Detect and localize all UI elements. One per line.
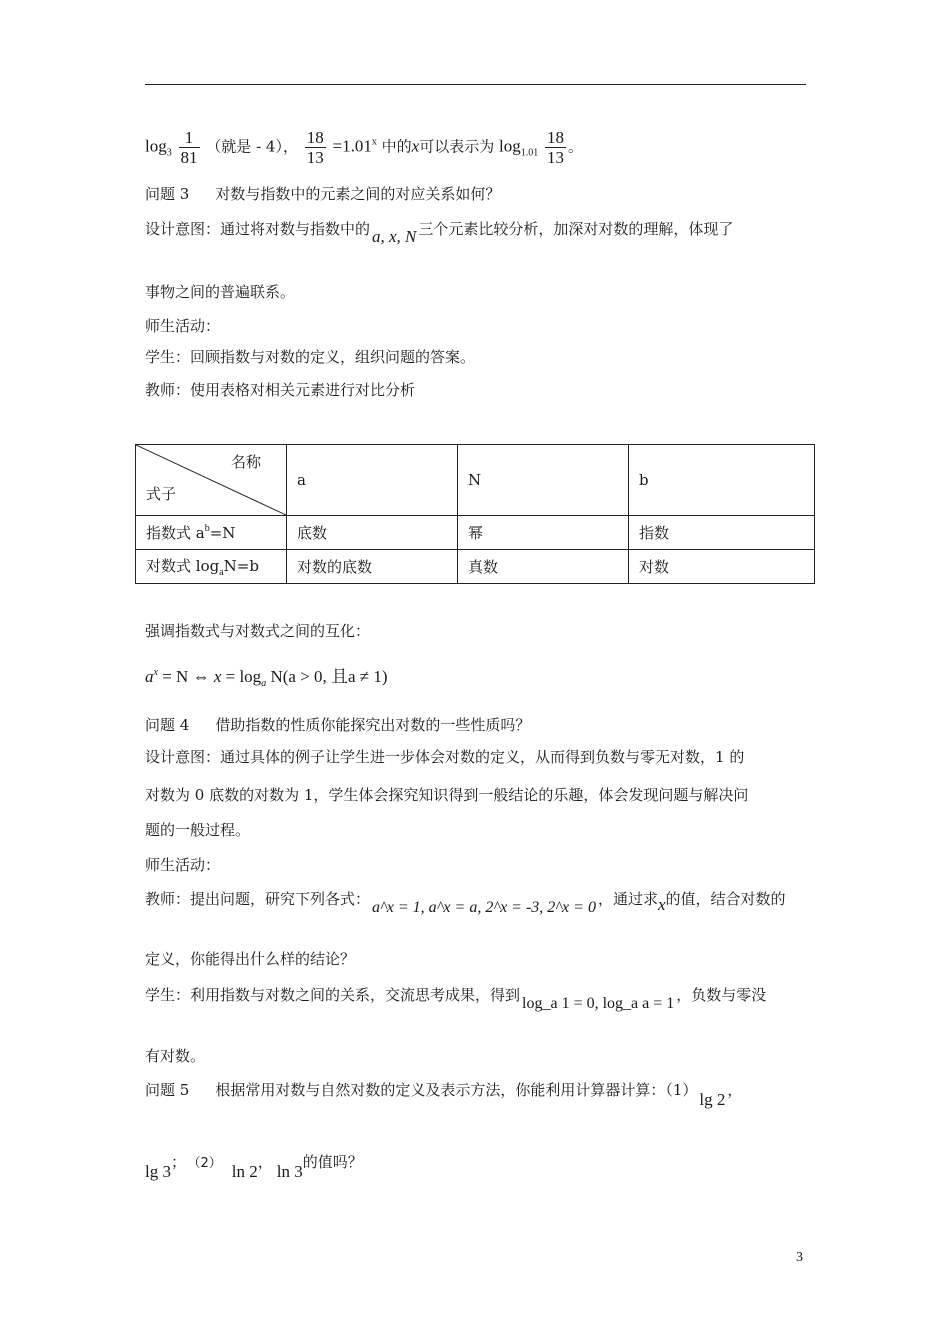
question-3-text: 对数与指数中的元素之间的对应关系如何？ [215,185,501,203]
note-text: （就是 - 4）， [206,137,298,156]
page-number: 3 [796,1250,803,1265]
header-n: N [458,445,629,516]
formula-lg3: lg 3 [145,1162,171,1181]
student-3: 学生：回顾指数与对数的定义，组织问题的答案。 [145,348,476,366]
formula-ln3: ln 3 [276,1162,303,1181]
table-row [136,550,815,584]
activity-heading-4: 师生活动： [145,856,221,874]
emphasis-text: 强调指数式与对数式之间的互化： [145,622,371,640]
corner-label-formula: 式子 [146,485,177,503]
design-intent-4-line-1: 设计意图：通过具体的例子让学生进一步体会对数的定义，从而得到负数与零无对数，1 的 [145,748,745,766]
question-4-label: 问题 4 [145,716,190,734]
question-3-label: 问题 3 [145,185,190,203]
question-5 [145,1080,743,1109]
design-intent-3-continued: 事物之间的普遍联系。 [145,283,296,301]
teacher-4-mid: ，通过求 [597,890,658,908]
log-base: 3 [166,147,172,159]
formula-lg2: lg 2 [699,1090,726,1109]
table-cell: 指数 [629,516,815,550]
mid-text: 中的 [381,137,412,156]
row-label-exponential: 指数式 $a^b=N$ [136,516,287,550]
header-rule [145,84,806,85]
table-cell: 真数 [458,550,629,584]
header-b: b [629,445,815,516]
question-3 [145,184,500,204]
semicolon: ； [170,1153,186,1171]
exponent-x: x [371,136,377,148]
conversion-formula [145,663,388,694]
design-intent-4-line-2: 对数为 0 底数的对数为 1，学生体会探究知识得到一般结论的乐趣，体会发现问题与解决问 [145,786,749,804]
tail-text: 可以表示为 [419,137,495,156]
student-4 [145,985,767,1012]
part-2-label: （2） [194,1156,222,1171]
formula-log: = log [221,667,262,686]
formula-log-base: a [261,678,267,689]
equation-text: =1.01 [332,136,372,156]
student-4-continued: 有对数。 [145,1047,206,1065]
question-5-tail: 的值吗？ [302,1153,363,1171]
activity-heading-3: 师生活动： [145,317,221,335]
teacher-4-continued: 定义，你能得出什么样的结论？ [145,950,356,968]
table-cell: 对数的底数 [287,550,458,584]
teacher-3: 教师：使用表格对相关元素进行对比分析 [145,381,416,399]
table-header-row [136,445,815,516]
student-4-prefix: 学生：利用指数与对数之间的关系，交流思考成果，得到 [145,986,521,1004]
comparison-table [135,444,815,584]
comma: ， [257,1153,273,1171]
table-corner-cell [136,445,287,516]
header-a: a [287,445,458,516]
log-base-2: 1.01 [520,147,539,159]
table-row [136,516,815,550]
log-text: log [145,136,167,156]
fraction-18-13-b: $\frac{18}{13}$ [547,128,565,167]
formula-ln2: ln 2 [231,1162,258,1181]
question-5-comma: ， [727,1081,743,1099]
student-4-suffix: ，负数与零没 [676,986,767,1004]
row-label-logarithmic: 对数式 $\log_aN=b$ [136,550,287,584]
question-4 [145,715,530,735]
teacher-4-formula: a^x = 1, a^x = a, 2^x = -3, 2^x = 0 [372,899,596,916]
table-cell: 对数 [629,550,815,584]
student-4-formula: log_a 1 = 0, log_a a = 1 [522,995,675,1012]
end-punct: 。 [568,137,584,156]
teacher-4-prefix: 教师：提出问题，研究下列各式： [145,890,371,908]
question-5-continued [145,1152,363,1181]
formula-x: x [213,667,222,686]
question-4-text: 借助指数的性质你能探究出对数的一些性质吗？ [215,716,531,734]
table-cell: 底数 [287,516,458,550]
fraction-1-81: $\frac{1}{81}$ [180,128,198,167]
question-5-label: 问题 5 [145,1081,190,1099]
variable-x: x [411,136,420,156]
teacher-4-var: x [657,895,666,914]
design-intent-4-line-3: 题的一般过程。 [145,821,251,839]
fraction-18-13: $\frac{18}{13}$ [306,128,324,167]
corner-label-name: 名称 [231,453,262,471]
design-intent-3 [145,219,734,246]
teacher-4 [145,889,786,916]
log-text-2: log [499,136,521,156]
teacher-4-suffix: 的值，结合对数的 [665,890,786,908]
formula-base-a: a [145,667,154,686]
formula-exponent: x [153,667,158,678]
formula-equiv: = N ⇔ [157,667,214,686]
log-examples-line [145,128,583,167]
question-5-text: 根据常用对数与自然对数的定义及表示方法，你能利用计算器计算：（1） [215,1081,698,1099]
table-cell: 幂 [458,516,629,550]
diagonal-line [136,445,286,515]
design-intent-3-suffix: 三个元素比较分析，加深对对数的理解，体现了 [418,220,734,238]
design-intent-3-prefix: 设计意图：通过将对数与指数中的 [145,220,371,238]
variables-a-x-n: a, x, N [372,227,417,246]
formula-condition: N(a > 0, 且a ≠ 1) [266,667,388,686]
